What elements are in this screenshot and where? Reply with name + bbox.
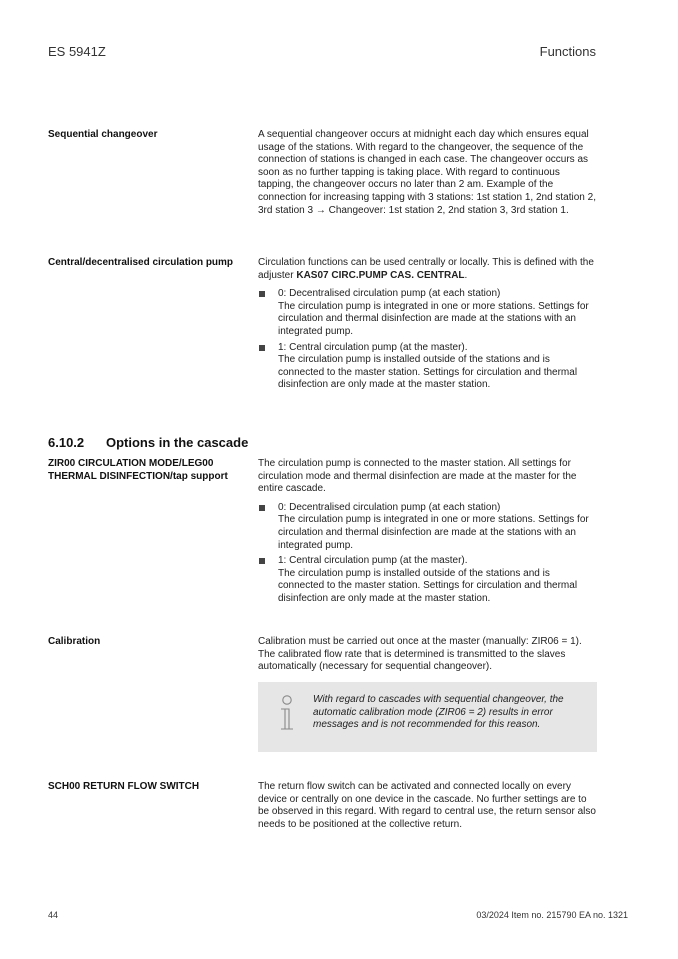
info-icon [278, 695, 296, 733]
sequential-changeover-paragraph: A sequential changeover occurs at midnight each day which ensures equal usage of the stations. With regard to the changeover, the sequence of the connection of stations is changed in each case. The changeover occurs as soon as no further tapping is taking place. With regard to continuous tapping, the changeover occurs no later than 2 am. Example of the connection for increasing tapping with 3 stations: 1st station 1, 2nd station 2, 3rd station 3 → Changeover: 1st station 2, 2nd station 3, 3rd station 1. [258, 129, 596, 216]
section-number: 6.10.2 [48, 435, 85, 450]
option-title: 0: Decentralised circulation pump (at each station) [278, 501, 501, 513]
calibration-paragraph: Calibration must be carried out once at the master (manually: ZIR06 = 1). The calibrated flow rate that is determined is transmitted to the slaves automatically (necessary for sequential changeover). [258, 636, 582, 673]
bullet-square-icon [259, 505, 265, 511]
list-item [258, 342, 598, 392]
bullet-square-icon [259, 291, 265, 297]
bullet-square-icon [259, 558, 265, 564]
bullet-square-icon [259, 345, 265, 351]
calibration-label: Calibration [48, 636, 101, 647]
section-title: Options in the cascade [106, 435, 249, 450]
footer-info: 03/2024 Item no. 215790 EA no. 1321 [476, 910, 628, 920]
option-description: The circulation pump is installed outside of the stations and is connected to the master station. Settings for circulation and thermal disinfection are only made at the master station. [278, 567, 578, 604]
sequential-changeover-text [258, 129, 598, 217]
option-title: 1: Central circulation pump (at the master). [278, 341, 468, 353]
zir00-intro: The circulation pump is connected to the master station. All settings for circulation mode and thermal disinfection are made at the master for the entire cascade. [258, 458, 577, 495]
page-number: 44 [48, 910, 59, 920]
section-heading [48, 435, 248, 450]
adjuster-keyword: KAS07 CIRC.PUMP CAS. CENTRAL [296, 269, 465, 281]
sequential-changeover-label: Sequential changeover [48, 129, 158, 140]
list-item [258, 555, 598, 605]
option-description: The circulation pump is integrated in one or more stations. Settings for circulation and thermal disinfection are made at the stations with an integrated pump. [278, 300, 589, 337]
option-title: 0: Decentralised circulation pump (at each station) [278, 288, 501, 300]
info-note-text: With regard to cascades with sequential changeover, the automatic calibration mode (ZIR06 = 2) results in error messages and is not recommended for this reason. [313, 694, 564, 731]
option-description: The circulation pump is integrated in one or more stations. Settings for circulation and thermal disinfection are made at the stations with an integrated pump. [278, 514, 589, 551]
document-id: ES 5941Z [48, 44, 106, 59]
list-item [258, 502, 598, 552]
zir00-text [258, 458, 598, 609]
circulation-pump-label: Central/decentralised circulation pump [48, 257, 234, 268]
zir00-options [258, 502, 598, 606]
zir00-label: ZIR00 CIRCULATION MODE/LEG00 THERMAL DISINFECTION/tap support [48, 458, 228, 482]
option-description: The circulation pump is installed outside of the stations and is connected to the master station. Settings for circulation and thermal disinfection are only made at the master station. [278, 354, 578, 391]
list-item [258, 288, 598, 338]
section-header: Functions [539, 44, 596, 59]
circulation-pump-options [258, 288, 598, 392]
sch00-label: SCH00 RETURN FLOW SWITCH [48, 781, 200, 792]
calibration-text [258, 636, 598, 674]
circulation-pump-text [258, 257, 598, 395]
option-title: 1: Central circulation pump (at the master). [278, 555, 468, 567]
sch00-text [258, 781, 598, 831]
sch00-paragraph: The return flow switch can be activated and connected locally on every device or centrally on one device in the cascade. No further settings are to be observed in this regard. With regard to central use, the return sensor also needs to be positioned at the collective return. [258, 781, 596, 830]
circulation-pump-intro: Circulation functions can be used centrally or locally. This is defined with the adjuster KAS07 CIRC.PUMP CAS. CENTRAL. [258, 257, 594, 281]
info-note [258, 682, 597, 752]
